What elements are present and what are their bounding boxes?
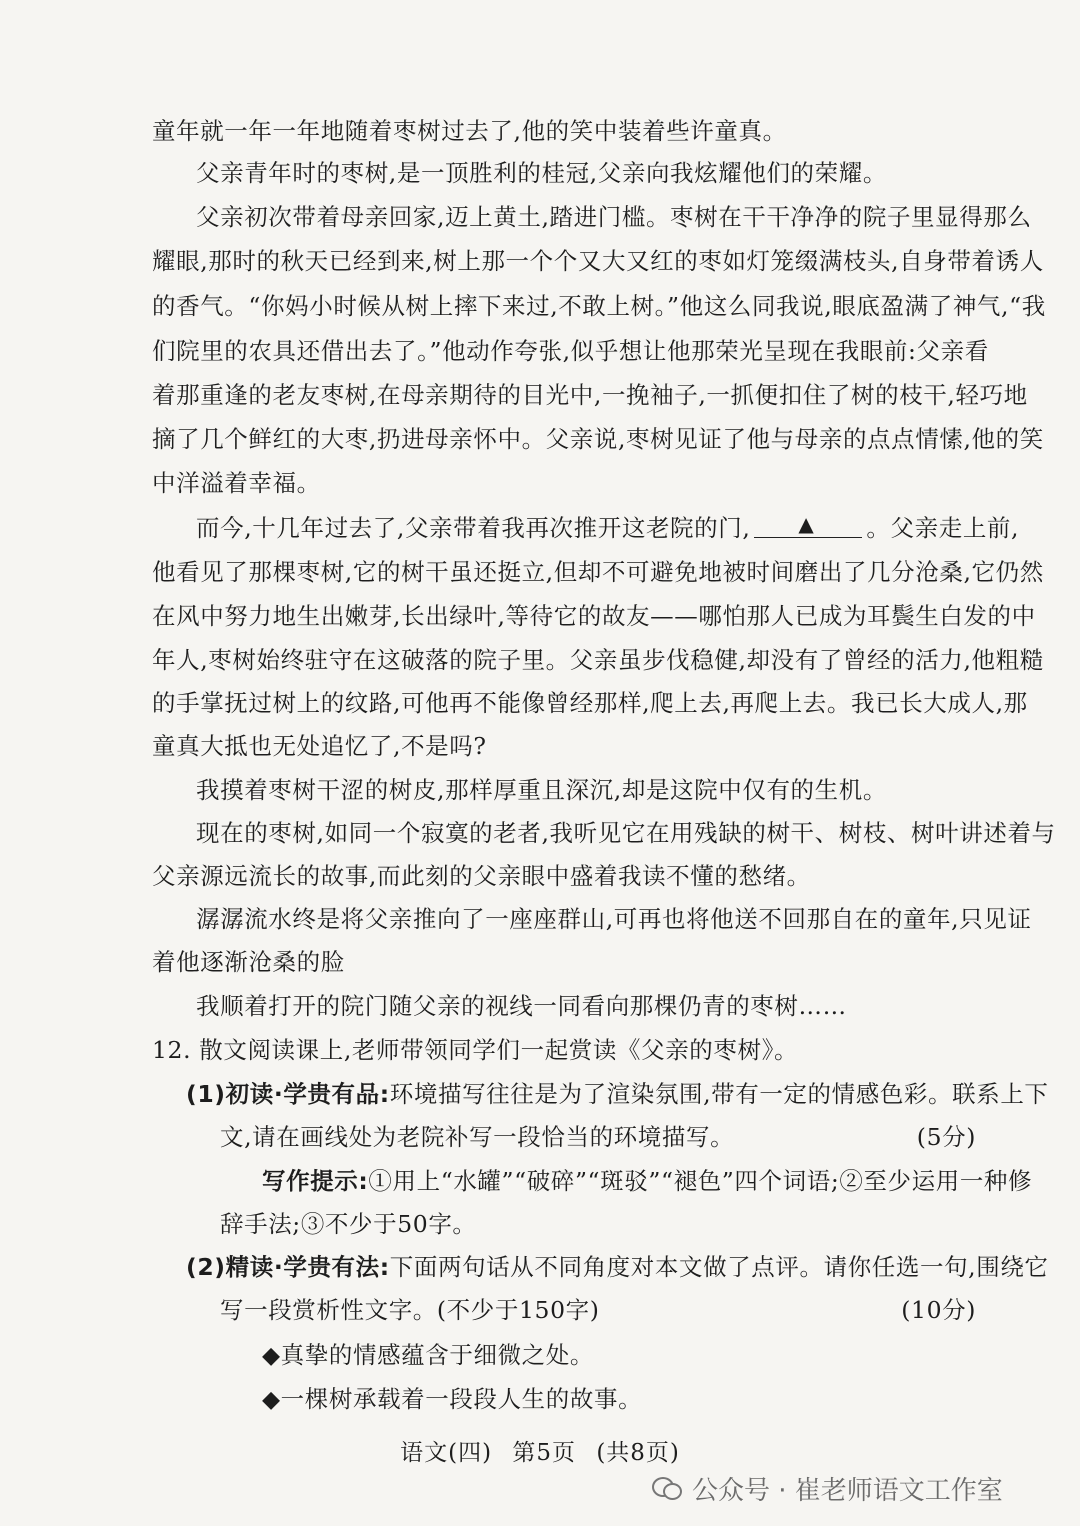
watermark-text: 公众号 · 崔老师语文工作室 <box>692 1475 1003 1506</box>
part1-label: (1)初读·学贵有品: <box>186 1080 390 1108</box>
passage-line: 父亲源远流长的故事,而此刻的父亲眼中盛着我读不懂的愁绪。 <box>152 862 811 890</box>
tip-label: 写作提示: <box>262 1167 369 1195</box>
footer-page: 第5页 <box>512 1440 576 1466</box>
passage-line: 耀眼,那时的秋天已经到来,树上那一个个又大又红的枣如灯笼缀满枝头,自身带着诱人 <box>152 247 1044 275</box>
page-footer <box>0 1434 1080 1467</box>
question-part2 <box>186 1252 1049 1282</box>
footer-subject: 语文(四) <box>400 1440 493 1466</box>
passage-line: 他看见了那棵枣树,它的树干虽还挺立,但却不可避免地被时间磨出了几分沧桑,它仍然 <box>152 558 1044 586</box>
question-part2-cont <box>220 1295 976 1325</box>
question-part1-cont <box>220 1122 976 1152</box>
passage-line: 现在的枣树,如同一个寂寞的老者,我听见它在用残缺的树干、树枝、树叶讲述着与 <box>196 819 1056 847</box>
passage-line: 父亲初次带着母亲回家,迈上黄土,踏进门槛。枣树在干干净净的院子里显得那么 <box>196 203 1032 231</box>
bullet-item: ◆一棵树承载着一段段人生的故事。 <box>262 1385 643 1413</box>
watermark <box>652 1466 1052 1510</box>
part2-text: 下面两句话从不同角度对本文做了点评。请你任选一句,围绕它 <box>389 1253 1049 1281</box>
writing-tip-cont: 辞手法;③不少于50字。 <box>220 1210 477 1238</box>
passage-line: 年人,枣树始终驻守在这破落的院子里。父亲虽步伐稳健,却没有了曾经的活力,他粗糙 <box>152 646 1044 674</box>
passage-line: 我摸着枣树干涩的树皮,那样厚重且深沉,却是这院中仅有的生机。 <box>196 776 887 804</box>
part1-text2: 文,请在画线处为老院补写一段恰当的环境描写。 <box>220 1123 735 1151</box>
part2-text2: 写一段赏析性文字。(不少于150字) <box>220 1296 600 1324</box>
passage-line: 们院里的农具还借出去了。”他动作夸张,似乎想让他那荣光呈现在我眼前:父亲看 <box>152 337 989 365</box>
blank-before: 而今,十几年过去了,父亲带着我再次推开这老院的门, <box>196 514 751 542</box>
passage-line: 着他逐渐沧桑的脸 <box>152 948 345 976</box>
part1-score: (5分) <box>916 1123 976 1151</box>
passage-line: 的香气。“你妈小时候从树上摔下来过,不敢上树。”他这么同我说,眼底盈满了神气,“我 <box>152 292 1046 320</box>
answer-blank <box>754 512 862 538</box>
blank-line <box>196 512 1020 543</box>
blank-after: 。父亲走上前, <box>866 514 1020 542</box>
passage-line: 着那重逢的老友枣树,在母亲期待的目光中,一挽袖子,一抓便扣住了树的枝干,轻巧地 <box>152 381 1028 409</box>
passage-line: 的手掌抚过树上的纹路,可他再不能像曾经那样,爬上去,再爬上去。我已长大成人,那 <box>152 689 1028 717</box>
passage-line: 中洋溢着幸福。 <box>152 469 321 497</box>
wechat-icon <box>652 1475 682 1501</box>
tip-text: ①用上“水罐”“破碎”“斑驳”“褪色”四个词语;②至少运用一种修 <box>368 1167 1033 1195</box>
writing-tip <box>262 1166 1033 1196</box>
passage-line: 父亲青年时的枣树,是一顶胜利的桂冠,父亲向我炫耀他们的荣耀。 <box>196 159 887 187</box>
part2-score: (10分) <box>901 1296 976 1324</box>
question-part1 <box>186 1079 1049 1109</box>
passage-line: 童真大抵也无处追忆了,不是吗? <box>152 732 487 760</box>
part2-label: (2)精读·学贵有法: <box>186 1253 390 1281</box>
passage-line: 潺潺流水终是将父亲推向了一座座群山,可再也将他送不回那自在的童年,只见证 <box>196 905 1032 933</box>
footer-total: (共8页) <box>596 1440 680 1466</box>
part1-text: 环境描写往往是为了渲染氛围,带有一定的情感色彩。联系上下 <box>389 1080 1049 1108</box>
passage-line: 我顺着打开的院门随父亲的视线一同看向那棵仍青的枣树…… <box>196 992 847 1020</box>
passage-line: 童年就一年一年地随着枣树过去了,他的笑中装着些许童真。 <box>152 117 787 145</box>
triangle-marker: ▲ <box>798 512 815 536</box>
passage-line: 摘了几个鲜红的大枣,扔进母亲怀中。父亲说,枣树见证了他与母亲的点点情愫,他的笑 <box>152 425 1044 453</box>
question-stem: 12. 散文阅读课上,老师带领同学们一起赏读《父亲的枣树》。 <box>152 1036 799 1064</box>
bullet-item: ◆真挚的情感蕴含于细微之处。 <box>262 1341 594 1369</box>
passage-line: 在风中努力地生出嫩芽,长出绿叶,等待它的故友——哪怕那人已成为耳鬓生白发的中 <box>152 602 1036 630</box>
